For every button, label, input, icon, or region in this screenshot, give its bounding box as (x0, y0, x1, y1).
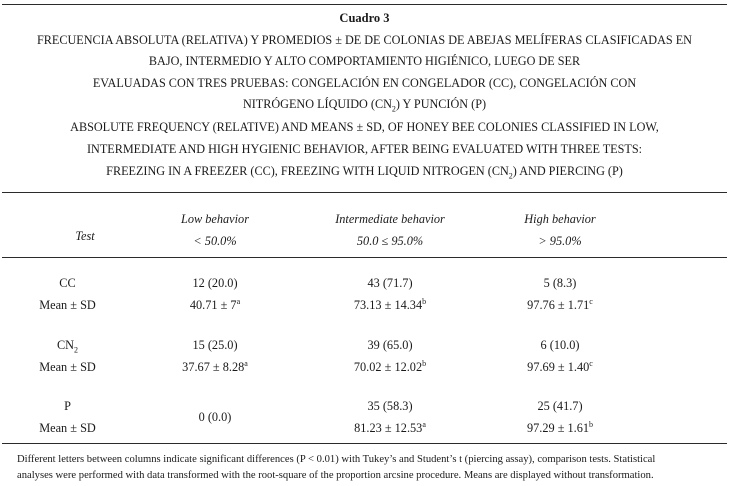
p-high-mean: 97.29 ± 1.61$^b$ (526, 419, 594, 435)
cc-intermediate-frequency: 43 (71.7) (367, 276, 413, 290)
cc-mean-label: Mean ± SD (39, 298, 96, 312)
row-label-cc: CC (59, 276, 76, 290)
table-number: Cuadro 3 (339, 11, 390, 25)
cn2-low-mean: 37.67 ± 8.28$^a$ (182, 358, 248, 374)
spanish-title-line-2: BAJO, INTERMEDIO Y ALTO COMPORTAMIENTO HIGIÉNICO, LUEGO DE SER (148, 54, 581, 68)
column-header-test: Test (75, 229, 95, 243)
column-range-high: > 95.0% (538, 234, 582, 248)
p-intermediate-mean: 81.23 ± 12.53$^a$ (354, 419, 426, 435)
cn2-intermediate-mean: 70.02 ± 12.02$^b$ (353, 358, 427, 374)
row-label-p: P (64, 399, 71, 413)
spanish-title-line-1: FRECUENCIA ABSOLUTA (RELATIVA) Y PROMEDIOS ± DE DE COLONIAS DE ABEJAS MELÍFERAS CLASIFICADAS EN (37, 33, 692, 47)
column-range-intermediate: 50.0 ≤ 95.0% (356, 234, 424, 248)
cc-high-frequency: 5 (8.3) (543, 276, 577, 290)
column-header-low: Low behavior (181, 212, 249, 226)
row-label-cn2: $CN_2$ (56, 338, 79, 355)
cc-low-frequency: 12 (20.0) (192, 276, 238, 290)
top-rule (2, 4, 727, 5)
cn2-intermediate-frequency: 39 (65.0) (367, 338, 413, 352)
column-range-low: < 50.0% (193, 234, 237, 248)
cn2-high-frequency: 6 (10.0) (540, 338, 580, 352)
p-intermediate-frequency: 35 (58.3) (367, 399, 413, 413)
english-title-line-1: ABSOLUTE FREQUENCY (RELATIVE) AND MEANS ± SD, OF HONEY BEE COLONIES CLASSIFIED IN LOW, (70, 120, 659, 134)
cc-intermediate-mean: 73.13 ± 14.34$^b$ (353, 296, 427, 312)
header-top-rule (2, 192, 727, 193)
p-high-frequency: 25 (41.7) (537, 399, 583, 413)
footnote-line-2: analyses were performed with data transformed with the root-square of the proportion arcsine procedure. Means are displayed without transformation. (17, 470, 654, 481)
cc-low-mean: $40.71 \pm 7^a$ (189, 296, 241, 312)
p-low-frequency: 0 (0.0) (198, 410, 232, 424)
cn2-mean-label: Mean ± SD (39, 360, 96, 374)
cn2-low-frequency: 15 (25.0) (192, 338, 238, 352)
header-bottom-rule (2, 257, 727, 258)
spanish-title-line-4: NITRÓGENO LÍQUIDO $(CN_2)$ Y PUNCIÓN (P) (242, 97, 487, 114)
english-title-line-2: INTERMEDIATE AND HIGH HYGIENIC BEHAVIOR, AFTER BEING EVALUATED WITH THREE TESTS: (86, 142, 643, 156)
cn2-high-mean: 97.69 ± 1.40$^c$ (527, 358, 593, 374)
p-mean-label: Mean ± SD (39, 421, 96, 435)
footnote-line-1: Different letters between columns indicate significant differences (P < 0.01) with Tukey’s and Student’s t (piercing assay), comparison tests. Statistical (17, 454, 656, 465)
column-header-intermediate: Intermediate behavior (335, 212, 445, 226)
spanish-title-line-3: EVALUADAS CON TRES PRUEBAS: CONGELACIÓN EN CONGELADOR (CC), CONGELACIÓN CON (92, 76, 637, 90)
table-bottom-rule (2, 443, 727, 444)
cc-high-mean: 97.76 ± 1.71$^c$ (527, 296, 593, 312)
english-title-line-3: FREEZING IN A FREEZER (CC), FREEZING WITH LIQUID NITROGEN $(CN_2)$ AND PIERCING (P) (106, 164, 623, 181)
column-header-high: High behavior (524, 212, 596, 226)
